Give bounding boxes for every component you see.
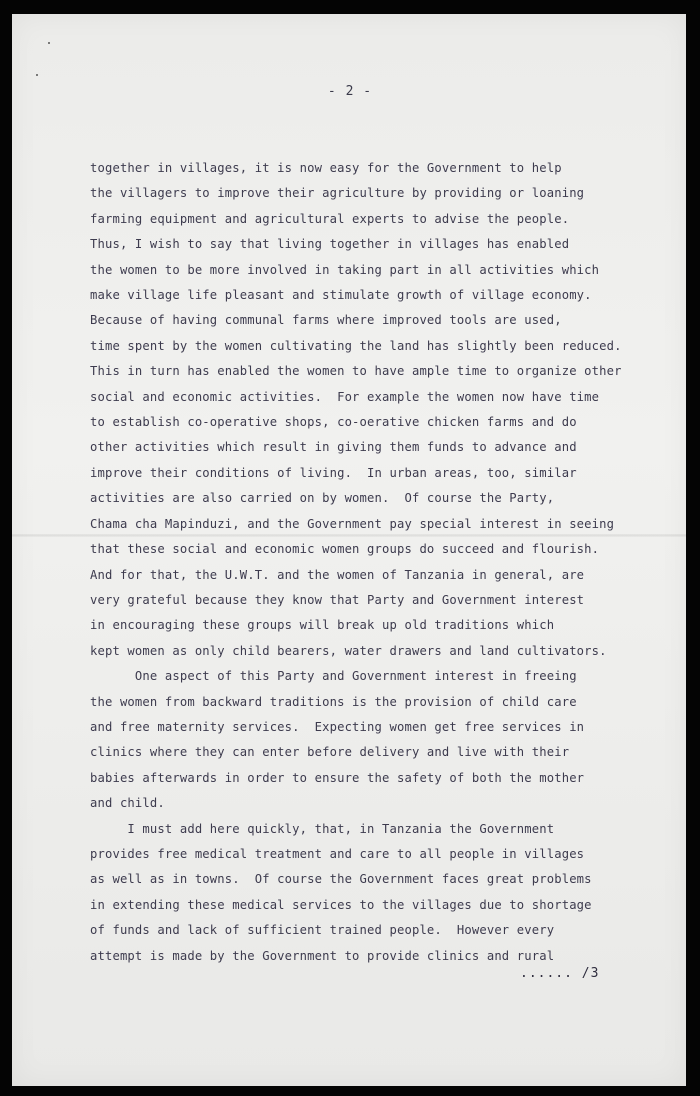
text-line: and free maternity services. Expecting women get free services in [90,719,585,734]
text-line: that these social and economic women groups do succeed and flourish. [90,542,600,557]
text-line: clinics where they can enter before delivery and live with their [90,745,570,760]
text-line: in extending these medical services to the villages due to shortage [90,897,592,912]
text-line: together in villages, it is now easy for the Government to help [90,161,562,175]
text-line: kept women as only child bearers, water drawers and land cultivators. [90,643,607,658]
text-line: of funds and lack of sufficient trained people. However every [90,923,555,938]
text-line: improve their conditions of living. In urban areas, too, similar [90,465,577,480]
text-line: the women to be more involved in taking part in all activities which [90,262,600,277]
paper-speck [36,74,38,76]
text-line: babies afterwards in order to ensure the safety of both the mother [90,770,585,785]
text-line: in encouraging these groups will break up old traditions which [90,618,555,633]
text-line: very grateful because they know that Party and Government interest [90,592,585,607]
document-body [90,156,650,969]
text-line: the women from backward traditions is the provision of child care [90,694,577,709]
continuation-marker: ...... /3 [520,966,600,981]
text-line: social and economic activities. For example the women now have time [90,389,600,404]
text-line: make village life pleasant and stimulate growth of village economy. [90,288,592,303]
text-line: the villagers to improve their agriculture by providing or loaning [90,186,585,201]
text-line: This in turn has enabled the women to have ample time to organize other [90,364,622,379]
text-line: Thus, I wish to say that living together in villages has enabled [90,237,570,252]
text-line: time spent by the women cultivating the land has slightly been reduced. [90,338,622,353]
text-line: farming equipment and agricultural experts to advise the people. [90,211,570,226]
text-line: I must add here quickly, that, in Tanzania the Government [90,821,555,836]
text-line: Because of having communal farms where improved tools are used, [90,313,562,328]
text-line: Chama cha Mapinduzi, and the Government pay special interest in seeing [90,516,615,531]
text-line: And for that, the U.W.T. and the women of Tanzania in general, are [90,567,585,582]
page-number: - 2 - [327,84,373,99]
text-line: and child. [90,796,165,811]
text-line: as well as in towns. Of course the Government faces great problems [90,872,592,887]
text-line: provides free medical treatment and care to all people in villages [90,846,585,861]
text-line: One aspect of this Party and Government interest in freeing [90,669,577,684]
text-line: attempt is made by the Government to provide clinics and rural [90,948,555,963]
paper-speck [48,42,50,44]
text-line: activities are also carried on by women. Of course the Party, [90,491,555,506]
text-line: to establish co-operative shops, co-oerative chicken farms and do [90,415,577,430]
text-line: other activities which result in giving them funds to advance and [90,440,577,455]
